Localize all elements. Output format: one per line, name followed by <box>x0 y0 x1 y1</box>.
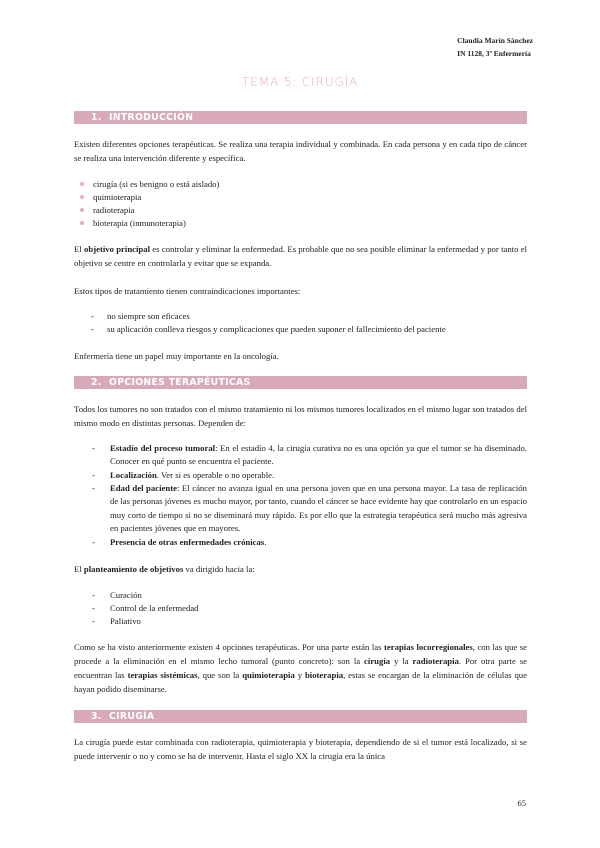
list-item: - su aplicación conlleva riesgos y complicaciones que pueden suponer el fallecimiento del paciente <box>91 324 446 334</box>
list-item: quimioterapia <box>93 191 141 204</box>
list-item: - no siempre son eficaces <box>91 311 190 321</box>
paragraph: Estos tipos de tratamiento tienen contraindicaciones importantes: <box>74 286 301 296</box>
list-item: bioterapia (inmunoterapia) <box>93 217 186 230</box>
list-item: - Localización. Ver si es operable o no operable. <box>92 470 275 480</box>
section-header-introduccion <box>74 111 527 124</box>
paragraph: Enfermería tiene un papel muy importante en la oncología. <box>74 351 279 361</box>
author-name: Claudia Marín Sánchez <box>457 36 533 45</box>
paragraph: Todos los tumores no son tratados con el mismo tratamiento ni los mismos tumores localizados en el mismo lugar son tratados del mismo modo en distintas personas. Dependen de: <box>74 404 527 428</box>
bullet-icon <box>80 221 84 225</box>
page-number: 65 <box>517 798 526 808</box>
author-block <box>457 34 533 60</box>
bullet-icon <box>80 182 84 186</box>
bullet-icon <box>80 208 84 212</box>
list-item: - Estadío del proceso tumoral: En el estadío 4, la cirugía curativa no es una opción ya que el tumor se ha diseminado. Conocer en qué punto se encuentra el paciente. <box>92 443 527 467</box>
paragraph: Como se ha visto anteriormente existen 4 opciones terapéuticas. Por una parte están las terapias locorregionales, con las que se procede a la eliminación en el mismo lecho tumoral (punto concreto): son la cirugía y la radioterapia. Por otra parte se encuentran las terapias sistémicas, que son la quimioterapia y bioterapia, estas se encargan de la eliminación de células que hayan podido diseminarse. <box>74 642 528 694</box>
section-number: 1. <box>91 112 102 123</box>
section-title: CIRUGÍA <box>109 711 155 722</box>
section-header-cirugia <box>74 710 527 723</box>
list-item: - Edad del paciente: El cáncer no avanza igual en una persona joven que en una persona mayor. La tasa de replicación de las personas jóvenes es mucho mayor, por tanto, cuando el cáncer se hace evidente hay que controlarlo en un espacio muy corto de tiempo si no se diseminará muy rápido. Es por ello que la estrategia terapéutica será mucho más agresiva en pacientes jóvenes que en mayores. <box>92 483 527 533</box>
list-item: radioterapia <box>93 204 134 217</box>
section-title: INTRODUCCIÓN <box>109 112 194 123</box>
list-item: - Presencia de otras enfermedades crónicas. <box>92 537 267 547</box>
page-title: TEMA 5: CIRUGÍA <box>241 74 359 89</box>
list-item: - Curación <box>92 590 142 600</box>
paragraph: La cirugía puede estar combinada con radioterapia, quimioterapia y bioterapia, dependiendo de si el tumor está localizado, si se puede intervenir o no y como se ha de intervenir. Hasta el siglo XX la cirugía era la única <box>74 737 527 761</box>
paragraph: El planteamiento de objetivos va dirigido hacia la: <box>74 564 255 574</box>
list-item: - Control de la enfermedad <box>92 603 199 613</box>
list-item: - Paliativo <box>92 616 141 626</box>
paragraph: Existen diferentes opciones terapéuticas. Se realiza una terapia individual y combinada. En cada persona y en cada tipo de cáncer se realiza una intervención diferente y específica. <box>74 139 527 163</box>
section-header-opciones <box>74 376 527 389</box>
section-number: 3. <box>91 711 102 722</box>
bullet-icon <box>80 195 84 199</box>
section-title: OPCIONES TERAPÉUTICAS <box>109 377 251 388</box>
paragraph: El objetivo principal es controlar y eliminar la enfermedad. Es probable que no sea posible eliminar la enfermedad y por tanto el objetivo se centre en controlarla y evitar que se expanda. <box>74 244 527 268</box>
list-item: cirugía (si es benigno o está aislado) <box>93 178 219 191</box>
section-number: 2. <box>91 377 102 388</box>
course-code: IN 1128, 3º Enfermería <box>457 49 531 58</box>
